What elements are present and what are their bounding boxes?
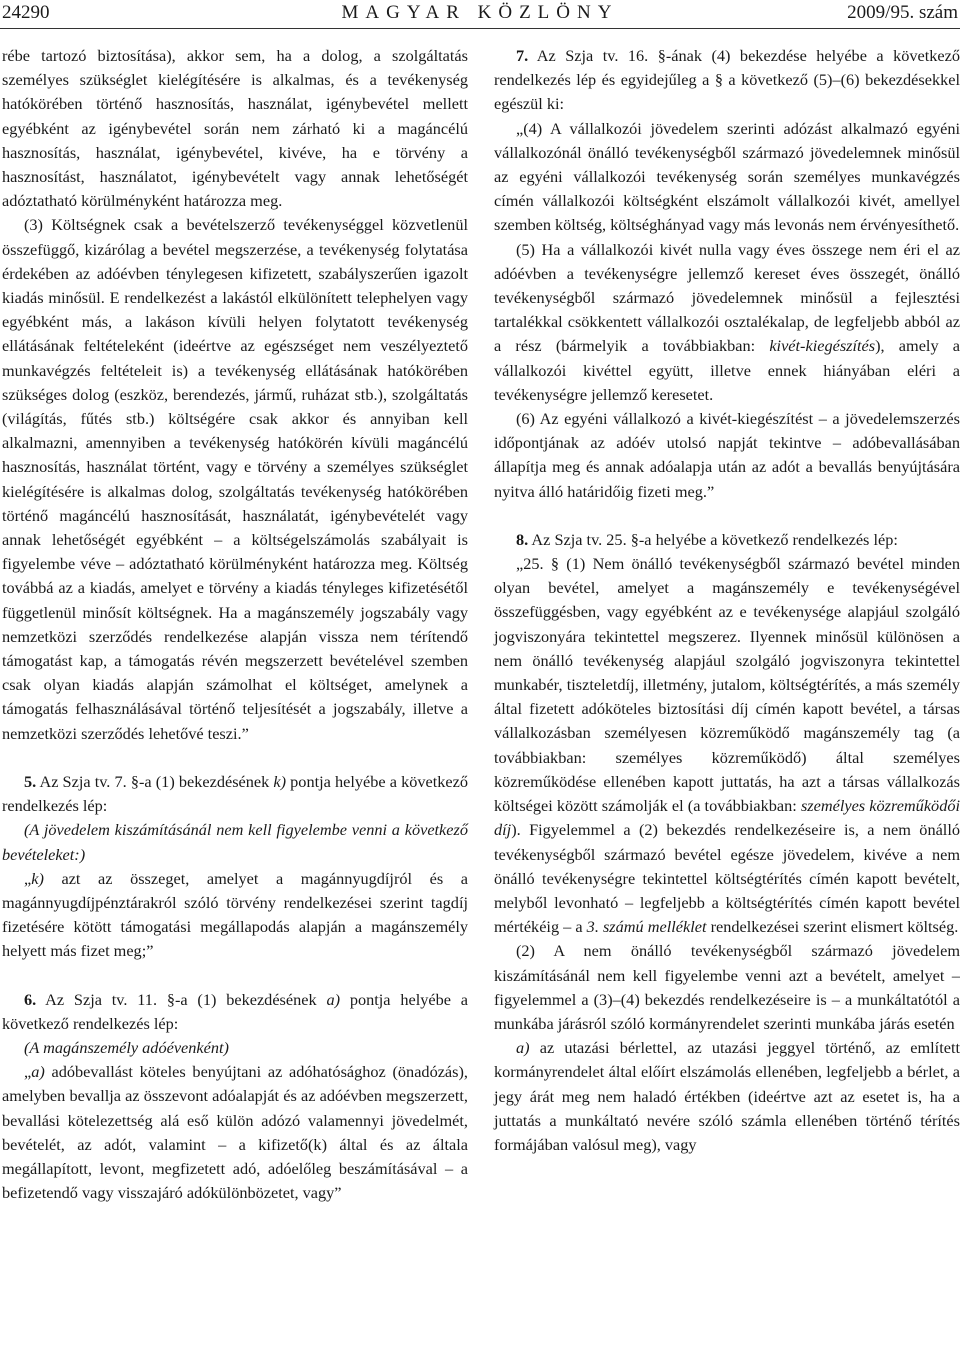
section-5-quote: „k) azt az összeget, amelyet a magánnyugdíjról és a magánnyugdíjpénztárakról szóló törvény rendelkezései szerint tagdíj fizetésére kötött támogatási megállapodás alapján a magánszemély helyett más fizet meg;” [2,868,468,961]
section-7-paragraph-4: „(4) A vállalkozói jövedelem szerinti adózást alkalmazó egyéni vállalkozónál önálló tevékenységből származó jövedelemnek minősül az egyéni vállalkozói tevékenység során személyes munkavégzés címén vállalkozói költségként elszámolt vállalkozói kivét, amellyel szemben költség, költséghányad vagy más levonás nem érvényesíthető. [494,118,960,235]
section-5-intro: 5. Az Szja tv. 7. §-a (1) bekezdésének k) pontja helyébe a következő rendelkezés lép: [2,771,468,816]
section-5-number: 5. [24,771,37,791]
paragraph-continued: rébe tartozó biztosítása), akkor sem, ha a dolog, a szolgáltatás személyes szükséglet kielégítésére is alkalmas, és a tevékenység hatókörében történő hasznosítás, használat, igénybevétel mellett egyébként az igénybevétel során nem zárható ki a magáncélú hasznosítás, használat, igénybevétel, kivéve, ha e törvény a hasznosítást, használatot, igénybevételt vagy annak lehetőségét adóztatható körülményként határozza meg. [2,46,468,211]
section-6-quote: „a) adóbevallást köteles benyújtani az adóhatósághoz (önadózás), amelyben bevallja az összevont adóalapját és az adóévben megszerzett, bevallási kötelezettség alá eső külön adózó valamennyi jövedelmét, bevételét, az adót, valamint – a kifizető(k) által és az általa megállapított, levont, megfizetett adó, adóelőleg beszámításával – a befizetendő vagy visszajáró adókülönbözetet, vagy” [2,1062,468,1203]
section-8-paragraph-1: „25. § (1) Nem önálló tevékenységből származó bevétel minden olyan bevétel, amelyet a magánszemély e tevékenységével összefüggésben, vagy egyébként az e tevékenysége alapjául szolgáló jogviszonyára tekintettel megszerez. Ilyennek minősül különösen a nem önálló tevékenység alapjául szolgáló jogviszonyra tekintettel munkabér, tiszteletdíj, illetmény, jutalom, költségtérítés, a más személy által fizetett adóköteles biztosítási díj címén kapott bevétel, a társas vállalkozásban személyesen közreműködő magánszemély tag (a továbbiakban: személyes közreműködő) által személyes közreműködése ellenében kapott juttatás, ha azt a társas vállalkozás költségei között számolják el (a továbbiakban: személyes közreműködői díj). Figyelemmel a (2) bekezdés rendelkezéseire is, a nem önálló tevékenységből származó bevétel egésze jövedelem, kivéve a nem önálló tevékenységre tekintettel költségtérítés címén kapott bevételt, melyből levonható – legfeljebb a költségtérítés címén kapott bevétel mértékéig – a 3. számú melléklet rendelkezései szerint elismert költség. [494,554,960,937]
publication-title: MAGYAR KÖZLÖNY [341,2,619,23]
issue-number: 2009/95. szám [847,2,958,23]
section-6-intro: 6. Az Szja tv. 11. §-a (1) bekezdésének a) pontja helyébe a következő rendelkezés lép: [2,989,468,1033]
section-7-paragraph-6: (6) Az egyéni vállalkozó a kivét-kiegészítést – a jövedelemszerzés időpontjának az adóév utolsó napját tekintve – adóbevallásában állapítja meg és annak adóalapja után az adót a bevallás benyújtására nyitva álló határidőig fizeti meg.” [494,409,960,501]
section-8-paragraph-2: (2) A nem önálló tevékenységből származó jövedelem kiszámításánál nem kell figyelembe venni azt a bevételt, amelyet – figyelemmel a (3)–(4) bekezdés rendelkezéseire is – a munkáltatótól a munkába járásról szóló kormányrendelet szerinti munkába járás esetén [494,941,960,1033]
section-5-italic-note: (A jövedelem kiszámításánál nem kell figyelembe venni a következő bevételeket:) [2,820,468,864]
section-7-paragraph-5: (5) Ha a vállalkozói kivét nulla vagy éves összege nem éri el az adóévben a tevékenységre jellemző kereset éves összegét, önálló tevékenységből származó jövedelemnek minősül a fejlesztési tartalékkal csökkentett vállalkozói osztalékalap, de legfeljebb abból az a rész (bármelyik a továbbiakban: kivét-kiegészítés), amely a vállalkozói kivéttel együtt, illetve ennek hiányában eléri a tevékenységre jellemző keresetet. [494,239,960,404]
right-column [494,44,960,1157]
paragraph-section-3: (3) Költségnek csak a bevételszerző tevékenységgel közvetlenül összefüggő, kizárólag a bevétel megszerzése, a tevékenység folytatása érdekében az adóévben ténylegesen kifizetett, szabályszerűen igazolt kiadás minősül. E rendelkezést a lakástól elkülönített telephelyen vagy egyébként más, a lakáson kívüli helyen folytatott tevékenység ellátásának feltételeként (ideértve az egészséget nem veszélyeztető munkavégzés feltételeit is) a tevékenység ellátásának hatókörében szükséges dolog (eszköz, berendezés, jármű, ruházat stb.), szolgáltatás (világítás, fűtés stb.) költségére csak akkor és annyiban kell alkalmazni, amennyiben a tevékenység hatókörén kívüli magáncélú hasznosítás, használat történt, vagy e törvény a személyes szükséglet kielégítésére is alkalmas dolog, szolgáltatás tevékenység hatókörében történő magáncélú hasznosítását, használatát, igénybevételét vagy annak lehetőségét egyébként – a költségelszámolás szabályait is figyelembe véve – adóztatható körülményként határozza meg. Költség továbbá az a kiadás, amelyet e törvény a kiadás tényleges kifizetésétől függetlenül minősít költségnek. Ha a magánszemély jogszabály vagy nemzetközi szerződés rendelkezése alapján vissza nem térítendő támogatást kap, a támogatás révén megszerzett bevételével szemben csak olyan kiadás alapján számolhat el költséget, amelynek a támogatás felhasználásával történő teljesítését a jogszabály, illetve a nemzetközi szerződés lehetővé teszi.” [2,215,468,743]
header-rule [0,28,960,29]
section-8-point-a: a) az utazási bérlettel, az utazási jeggyel történő, az említett kormányrendelet által előírt elszámolás ellenében, legfeljebb a bérlet, a jegy árát meg nem haladó értékben (ideértve azt az esetet is, ha a juttatás a munkáltató nevére szóló számla ellenében történő térítés formájában valósul meg), vagy [494,1038,960,1154]
section-8-intro: 8. Az Szja tv. 25. §-a helyébe a következő rendelkezés lép: [516,529,898,549]
page-number: 24290 [2,2,50,23]
page-header [0,0,960,30]
section-7-intro: 7. Az Szja tv. 16. §-ának (4) bekezdése helyébe a következő rendelkezés lép és egyidejűleg a § a következő (5)–(6) bekezdésekkel egészül ki: [494,46,960,114]
section-6-italic-note: (A magánszemély adóévenként) [24,1037,229,1057]
section-7-number: 7. [516,46,529,65]
section-6-number: 6. [24,989,37,1009]
section-8-number: 8. [516,529,529,549]
left-column [2,44,468,1205]
